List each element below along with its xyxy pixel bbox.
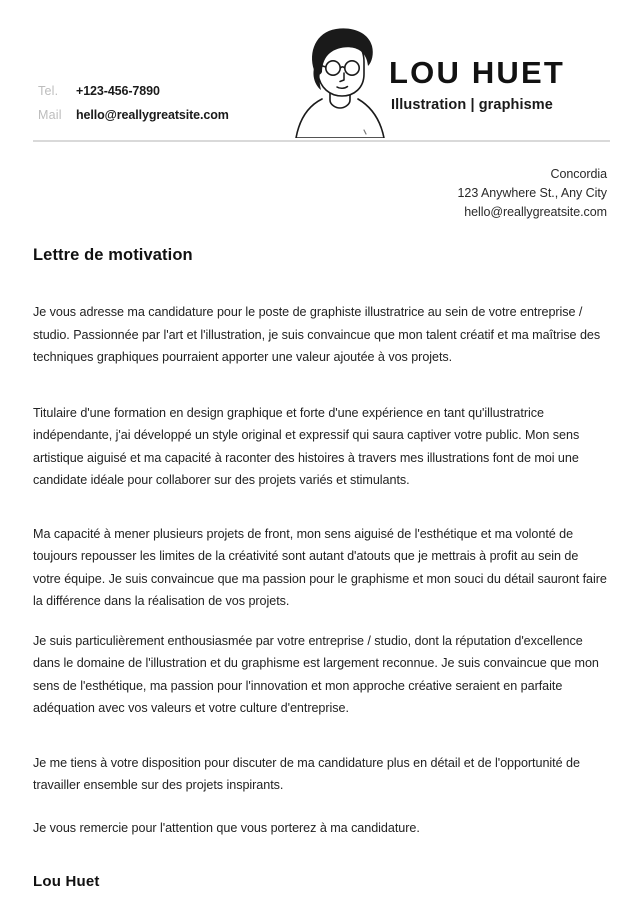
letter-paragraph-3: Ma capacité à mener plusieurs projets de front, mon sens aiguisé de l'esthétique et ma volonté de toujours repousser les limites de la créativité sont autant d'atouts que je mettrais à profit au sein de votre équipe. Je suis convaincue que ma passion pour le graphisme et mon souci du détail sauront faire la différence dans la réalisation de vos projets.: [33, 526, 607, 608]
letter-paragraph-6: Je vous remercie pour l'attention que vous porterez à ma candidature.: [33, 820, 420, 835]
mail-label: Mail: [38, 108, 62, 122]
contact-block: [38, 84, 229, 132]
contact-row-phone: [38, 84, 229, 108]
letter-body: [33, 246, 609, 890]
phone-label: Tel.: [38, 84, 59, 98]
letter-paragraph-5: Je me tiens à votre disposition pour discuter de ma candidature plus en détail et de l'opportunité de travailler ensemble sur des projets inspirants.: [33, 755, 580, 792]
signature-name: Lou Huet: [33, 873, 100, 890]
header-divider: [33, 140, 610, 142]
phone-value[interactable]: +123-456-7890: [76, 84, 160, 98]
letterhead-header: [0, 0, 636, 142]
address-line-3-email: hello@reallygreatsite.com: [464, 205, 607, 219]
person-portrait-illustration-icon: [292, 26, 388, 138]
address-line-1: Concordia: [550, 167, 607, 181]
page-title: LOU HUET: [389, 55, 566, 90]
letter-paragraph-4: Je suis particulièrement enthousiasmée par votre entreprise / studio, dont la réputation d'excellence dans le domaine de l'illustration et du graphisme est largement reconnue. Je suis convaincue que mon sens de l'esthétique, ma passion pour l'innovation et mon approche créative seraient en parfaite adéquation avec vos valeurs et votre culture d'entreprise.: [33, 633, 599, 715]
letter-paragraph-2: Titulaire d'une formation en design graphique et forte d'une expérience en tant qu'illustratrice indépendante, j'ai développé un style original et expressif qui saura captiver votre public. Mon sens artistique aiguisé et ma capacité à raconter des histoires à travers mes illustrations font de moi une candidate idéale pour collaborer sur des projets variés et stimulants.: [33, 405, 580, 487]
profession-subtitle: Illustration | graphisme: [391, 96, 553, 113]
recipient-address-block: [458, 165, 607, 222]
address-line-2: 123 Anywhere St., Any City: [457, 186, 607, 200]
letter-heading: Lettre de motivation: [33, 246, 193, 264]
mail-value[interactable]: hello@reallygreatsite.com: [76, 108, 229, 122]
contact-row-mail: [38, 108, 229, 132]
identity-block: [389, 57, 619, 113]
letter-paragraph-1: Je vous adresse ma candidature pour le poste de graphiste illustratrice au sein de votre entreprise / studio. Passionnée par l'art et l'illustration, je suis convaincue que mon talent créatif et ma maîtrise des techniques graphiques pourraient apporter une valeur ajoutée à vos projets.: [33, 305, 601, 364]
